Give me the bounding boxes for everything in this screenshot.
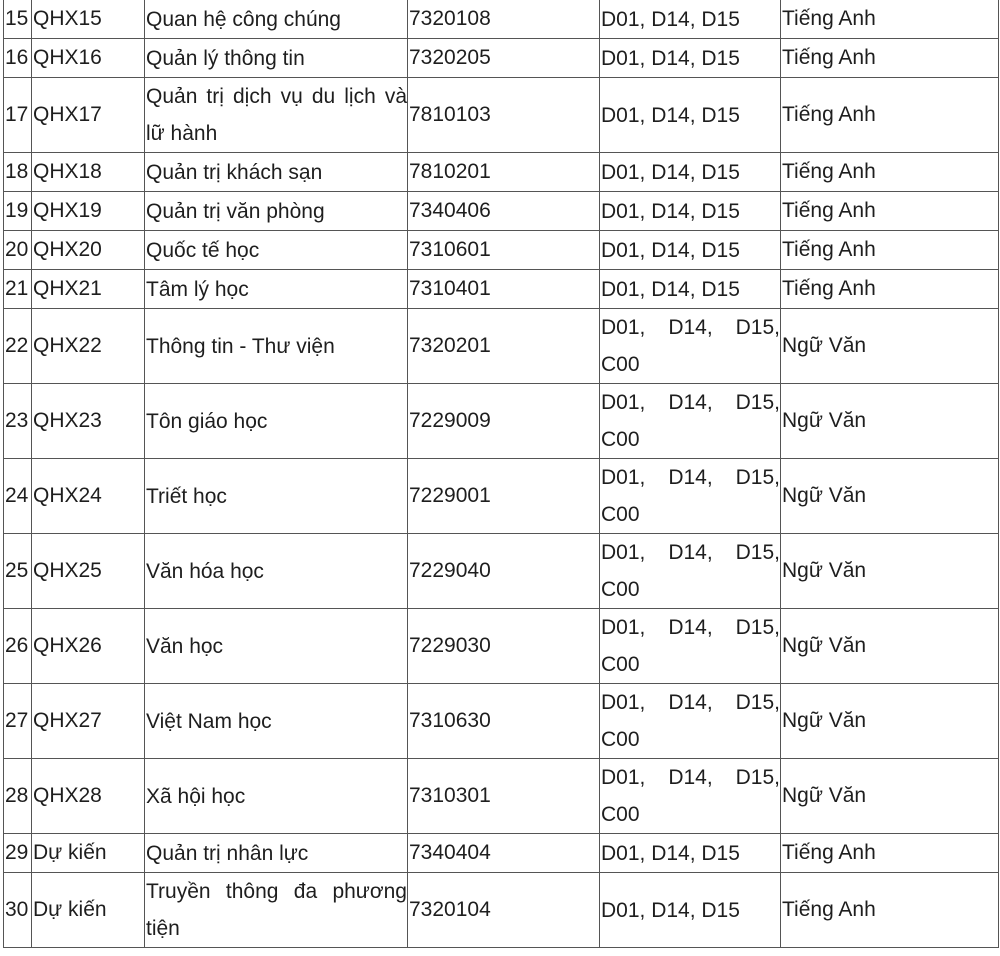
admission-code: QHX19 [32, 192, 145, 231]
language-subject: Ngữ Văn [781, 534, 999, 609]
row-index: 15 [4, 0, 32, 39]
major-name: Tâm lý học [145, 270, 408, 309]
language-subject: Ngữ Văn [781, 459, 999, 534]
row-index: 18 [4, 153, 32, 192]
admission-code: QHX15 [32, 0, 145, 39]
table-row [4, 759, 999, 834]
major-code: 7340406 [408, 192, 600, 231]
subject-combinations: D01, D14, D15, C00 [600, 309, 781, 384]
major-name: Xã hội học [145, 759, 408, 834]
major-code: 7229009 [408, 384, 600, 459]
admission-code: QHX21 [32, 270, 145, 309]
major-name: Truyền thông đa phương tiện [145, 873, 408, 948]
major-code: 7229040 [408, 534, 600, 609]
admission-code: QHX28 [32, 759, 145, 834]
row-index: 22 [4, 309, 32, 384]
major-name: Quản trị văn phòng [145, 192, 408, 231]
table-row [4, 873, 999, 948]
major-name: Quản trị dịch vụ du lịch và lữ hành [145, 78, 408, 153]
language-subject: Tiếng Anh [781, 270, 999, 309]
table-row [4, 0, 999, 39]
major-code: 7340404 [408, 834, 600, 873]
major-code: 7310301 [408, 759, 600, 834]
table-row [4, 534, 999, 609]
major-code: 7320108 [408, 0, 600, 39]
row-index: 26 [4, 609, 32, 684]
admission-code: Dự kiến [32, 834, 145, 873]
admission-code: QHX20 [32, 231, 145, 270]
major-name: Quản trị nhân lực [145, 834, 408, 873]
language-subject: Tiếng Anh [781, 873, 999, 948]
table-row [4, 39, 999, 78]
row-index: 19 [4, 192, 32, 231]
admission-code: QHX22 [32, 309, 145, 384]
language-subject: Ngữ Văn [781, 759, 999, 834]
language-subject: Ngữ Văn [781, 309, 999, 384]
table-row [4, 231, 999, 270]
subject-combinations: D01, D14, D15 [600, 873, 781, 948]
major-code: 7310601 [408, 231, 600, 270]
admission-code: QHX26 [32, 609, 145, 684]
row-index: 20 [4, 231, 32, 270]
subject-combinations: D01, D14, D15 [600, 270, 781, 309]
language-subject: Ngữ Văn [781, 609, 999, 684]
subject-combinations: D01, D14, D15, C00 [600, 459, 781, 534]
language-subject: Tiếng Anh [781, 0, 999, 39]
language-subject: Tiếng Anh [781, 834, 999, 873]
row-index: 24 [4, 459, 32, 534]
row-index: 30 [4, 873, 32, 948]
subject-combinations: D01, D14, D15 [600, 39, 781, 78]
major-code: 7320104 [408, 873, 600, 948]
major-code: 7320205 [408, 39, 600, 78]
table-row [4, 684, 999, 759]
major-code: 7229001 [408, 459, 600, 534]
admission-code: QHX17 [32, 78, 145, 153]
admission-code: QHX25 [32, 534, 145, 609]
language-subject: Tiếng Anh [781, 78, 999, 153]
row-index: 17 [4, 78, 32, 153]
table-row [4, 78, 999, 153]
major-name: Việt Nam học [145, 684, 408, 759]
subject-combinations: D01, D14, D15, C00 [600, 534, 781, 609]
major-name: Quản trị khách sạn [145, 153, 408, 192]
language-subject: Tiếng Anh [781, 39, 999, 78]
subject-combinations: D01, D14, D15 [600, 834, 781, 873]
major-name: Triết học [145, 459, 408, 534]
row-index: 28 [4, 759, 32, 834]
table-row [4, 153, 999, 192]
admissions-table [3, 0, 999, 948]
table-row [4, 309, 999, 384]
subject-combinations: D01, D14, D15 [600, 0, 781, 39]
major-name: Văn học [145, 609, 408, 684]
subject-combinations: D01, D14, D15 [600, 78, 781, 153]
language-subject: Tiếng Anh [781, 153, 999, 192]
language-subject: Tiếng Anh [781, 192, 999, 231]
major-name: Thông tin - Thư viện [145, 309, 408, 384]
admission-code: QHX23 [32, 384, 145, 459]
row-index: 27 [4, 684, 32, 759]
admission-code: QHX18 [32, 153, 145, 192]
admission-code: QHX27 [32, 684, 145, 759]
subject-combinations: D01, D14, D15 [600, 192, 781, 231]
language-subject: Ngữ Văn [781, 384, 999, 459]
major-code: 7320201 [408, 309, 600, 384]
major-name: Quan hệ công chúng [145, 0, 408, 39]
admission-code: QHX24 [32, 459, 145, 534]
table-row [4, 834, 999, 873]
major-code: 7229030 [408, 609, 600, 684]
major-name: Văn hóa học [145, 534, 408, 609]
table-row [4, 384, 999, 459]
row-index: 29 [4, 834, 32, 873]
major-name: Quản lý thông tin [145, 39, 408, 78]
row-index: 16 [4, 39, 32, 78]
major-code: 7810201 [408, 153, 600, 192]
table-row [4, 192, 999, 231]
subject-combinations: D01, D14, D15, C00 [600, 384, 781, 459]
table-body [4, 0, 999, 948]
major-code: 7310630 [408, 684, 600, 759]
row-index: 21 [4, 270, 32, 309]
table-row [4, 459, 999, 534]
table-row [4, 609, 999, 684]
subject-combinations: D01, D14, D15 [600, 153, 781, 192]
language-subject: Ngữ Văn [781, 684, 999, 759]
major-code: 7810103 [408, 78, 600, 153]
major-name: Tôn giáo học [145, 384, 408, 459]
major-name: Quốc tế học [145, 231, 408, 270]
major-code: 7310401 [408, 270, 600, 309]
subject-combinations: D01, D14, D15, C00 [600, 609, 781, 684]
table-row [4, 270, 999, 309]
admission-code: Dự kiến [32, 873, 145, 948]
row-index: 25 [4, 534, 32, 609]
admission-code: QHX16 [32, 39, 145, 78]
subject-combinations: D01, D14, D15, C00 [600, 759, 781, 834]
row-index: 23 [4, 384, 32, 459]
subject-combinations: D01, D14, D15 [600, 231, 781, 270]
language-subject: Tiếng Anh [781, 231, 999, 270]
subject-combinations: D01, D14, D15, C00 [600, 684, 781, 759]
